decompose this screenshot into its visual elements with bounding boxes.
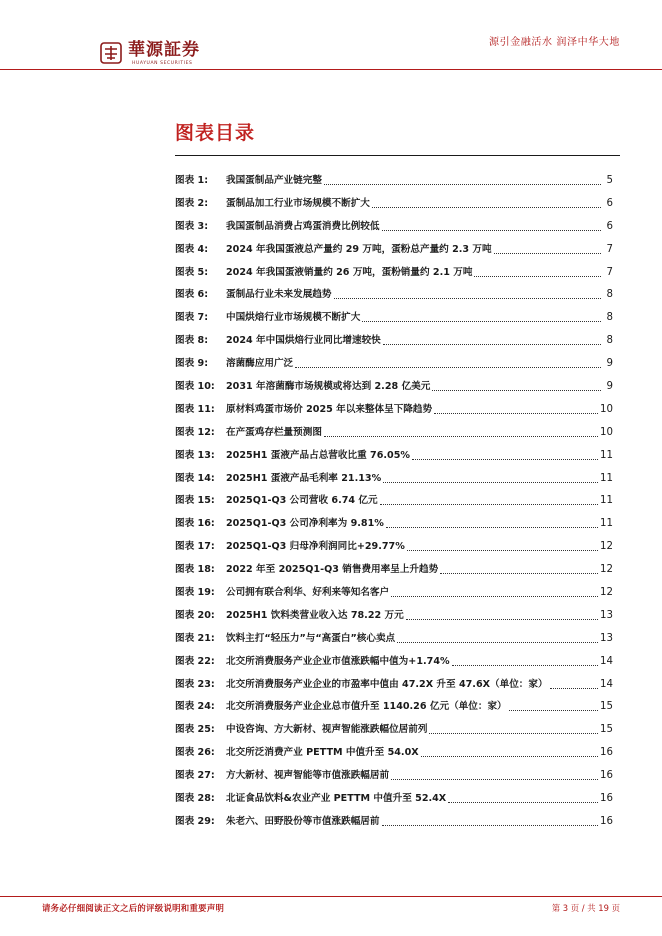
figure-caption: 2024 年中国烘焙行业同比增速较快: [226, 335, 381, 347]
leader-dots: [434, 403, 598, 414]
figure-page: 16: [600, 747, 613, 759]
figure-caption: 原材料鸡蛋市场价 2025 年以来整体呈下降趋势: [226, 403, 433, 415]
company-logo: [100, 40, 200, 70]
figure-caption: 中国烘焙行业市场规模不断扩大: [226, 312, 361, 324]
figure-caption: 2031 年溶菌酶市场规模或将达到 2.28 亿美元: [226, 381, 431, 393]
leader-dots: [440, 563, 598, 574]
logo-name: 華源証券: [128, 40, 200, 60]
leader-dots: [429, 723, 598, 734]
figure-page: 7: [606, 243, 613, 255]
leader-dots: [391, 586, 598, 597]
figure-caption: 蛋制品行业未来发展趋势: [226, 289, 332, 301]
leader-dots: [509, 700, 598, 711]
figure-entry[interactable]: [175, 811, 613, 834]
figure-number: 图表 10:: [175, 381, 215, 393]
figure-number: 图表 8:: [175, 335, 209, 347]
figure-number: 图表 3:: [175, 220, 209, 232]
figure-page: 8: [606, 289, 613, 301]
leader-dots: [407, 540, 598, 551]
figure-number: 图表 18:: [175, 564, 215, 576]
logo-english-name: HUAYUAN SECURITIES: [132, 61, 193, 66]
figure-number: 图表 23:: [175, 678, 215, 690]
figure-entry[interactable]: [175, 765, 613, 788]
figure-entry[interactable]: [175, 651, 613, 674]
figure-caption: 北交所消费服务产业企业的市盈率中值由 47.2X 升至 47.6X（单位：家）: [226, 678, 548, 690]
figure-page: 11: [600, 472, 613, 484]
leader-dots: [380, 494, 598, 505]
figure-number: 图表 27:: [175, 770, 215, 782]
figure-number: 图表 20:: [175, 609, 215, 621]
header-divider: [0, 69, 662, 70]
figure-page: 6: [606, 220, 613, 232]
figure-entry[interactable]: [175, 193, 613, 216]
figure-entry[interactable]: [175, 490, 613, 513]
leader-dots: [412, 449, 598, 460]
figure-caption: 北交所泛消费产业 PETTM 中值升至 54.0X: [226, 747, 419, 759]
leader-dots: [474, 266, 601, 277]
figure-caption: 公司拥有联合利华、好利来等知名客户: [226, 587, 390, 599]
leader-dots: [494, 243, 601, 254]
figure-number: 图表 25:: [175, 724, 215, 736]
leader-dots: [406, 609, 598, 620]
figure-entry[interactable]: [175, 170, 613, 193]
figure-caption: 2025H1 蛋液产品占总营收比重 76.05%: [226, 449, 410, 461]
figure-entry[interactable]: [175, 239, 613, 262]
figure-caption: 蛋制品加工行业市场规模不断扩大: [226, 197, 370, 209]
figure-entry[interactable]: [175, 399, 613, 422]
figure-entry[interactable]: [175, 719, 613, 742]
figure-entry[interactable]: [175, 628, 613, 651]
figure-page: 8: [606, 335, 613, 347]
figure-number: 图表 29:: [175, 815, 215, 827]
figure-number: 图表 14:: [175, 472, 215, 484]
figure-page: 11: [600, 449, 613, 461]
figure-page: 13: [600, 609, 613, 621]
leader-dots: [386, 517, 598, 528]
figure-caption: 2025Q1-Q3 公司净利率为 9.81%: [226, 518, 384, 530]
figure-number: 图表 1:: [175, 175, 209, 186]
figure-number: 图表 6:: [175, 289, 209, 301]
figure-page: 7: [606, 266, 613, 278]
leader-dots: [452, 655, 598, 666]
figure-caption: 朱老六、田野股份等市值涨跌幅居前: [226, 815, 380, 827]
leader-dots: [432, 380, 601, 391]
figure-number: 图表 22:: [175, 655, 215, 667]
footer-disclaimer: 请务必仔细阅读正文之后的评级说明和重要声明: [42, 903, 225, 913]
leader-dots: [295, 357, 601, 368]
leader-dots: [334, 288, 601, 299]
figure-entry[interactable]: [175, 788, 613, 811]
figure-number: 图表 2:: [175, 197, 209, 209]
figure-number: 图表 24:: [175, 701, 215, 713]
figure-caption: 我国蛋制品产业链完整: [226, 175, 322, 186]
page-title: 图表目录: [175, 122, 256, 144]
figure-number: 图表 15:: [175, 495, 215, 507]
leader-dots: [324, 426, 598, 437]
leader-dots: [383, 334, 601, 345]
figure-entry[interactable]: [175, 307, 613, 330]
header-slogan: 源引金融活水 润泽中华大地: [489, 37, 620, 48]
leader-dots: [372, 197, 601, 208]
leader-dots: [383, 472, 598, 483]
figure-number: 图表 12:: [175, 426, 215, 438]
figure-number: 图表 16:: [175, 518, 215, 530]
figure-number: 图表 9:: [175, 358, 209, 370]
figure-page: 16: [600, 793, 613, 805]
figure-caption: 2022 年至 2025Q1-Q3 销售费用率呈上升趋势: [226, 564, 439, 576]
figure-page: 12: [600, 564, 613, 576]
figure-number: 图表 26:: [175, 747, 215, 759]
figure-entry[interactable]: [175, 605, 613, 628]
figure-entry[interactable]: [175, 468, 613, 491]
figure-page: 10: [600, 426, 613, 438]
figure-page: 15: [600, 701, 613, 713]
figure-number: 图表 7:: [175, 312, 209, 324]
figure-caption: 2024 年我国蛋液总产量约 29 万吨，蛋粉总产量约 2.3 万吨: [226, 243, 492, 255]
figure-entry[interactable]: [175, 674, 613, 697]
leader-dots: [324, 174, 601, 185]
title-divider: [175, 155, 620, 156]
leader-dots: [448, 792, 598, 803]
figure-caption: 北证食品饮料&农业产业 PETTM 中值升至 52.4X: [226, 793, 447, 805]
figure-entry[interactable]: [175, 376, 613, 399]
figure-page: 14: [600, 655, 613, 667]
figure-caption: 2025Q1-Q3 公司营收 6.74 亿元: [226, 495, 378, 507]
leader-dots: [362, 311, 601, 322]
figure-caption: 中设咨询、方大新材、视声智能涨跌幅位居前列: [226, 724, 428, 736]
figure-entry[interactable]: [175, 445, 613, 468]
logo-emblem-icon: [100, 42, 122, 64]
figure-caption: 2025Q1-Q3 归母净利润同比+29.77%: [226, 541, 405, 553]
figure-number: 图表 13:: [175, 449, 215, 461]
figure-list: [175, 170, 613, 834]
figure-page: 11: [600, 518, 613, 530]
figure-entry[interactable]: [175, 422, 613, 445]
figure-entry[interactable]: [175, 353, 613, 376]
figure-entry[interactable]: [175, 696, 613, 719]
figure-number: 图表 5:: [175, 266, 209, 278]
figure-page: 12: [600, 587, 613, 599]
figure-entry[interactable]: [175, 262, 613, 285]
figure-caption: 北交所消费服务产业企业总市值升至 1140.26 亿元（单位：家）: [226, 701, 507, 713]
figure-caption: 2025H1 蛋液产品毛利率 21.13%: [226, 472, 382, 484]
leader-dots: [382, 220, 602, 231]
leader-dots: [550, 678, 598, 689]
figure-caption: 溶菌酶应用广泛: [226, 358, 294, 370]
figure-caption: 我国蛋制品消费占鸡蛋消费比例较低: [226, 220, 380, 232]
figure-number: 图表 28:: [175, 793, 215, 805]
figure-page: 9: [606, 358, 613, 370]
leader-dots: [391, 769, 598, 780]
figure-number: 图表 17:: [175, 541, 215, 553]
figure-page: 13: [600, 632, 613, 644]
figure-entry[interactable]: [175, 742, 613, 765]
figure-caption: 方大新材、视声智能等市值涨跌幅居前: [226, 770, 390, 782]
figure-entry[interactable]: [175, 216, 613, 239]
figure-caption: 2025H1 饮料类营业收入达 78.22 万元: [226, 609, 404, 621]
figure-entry[interactable]: [175, 582, 613, 605]
figure-page: 6: [606, 197, 613, 209]
figure-page: 16: [600, 770, 613, 782]
figure-entry[interactable]: [175, 536, 613, 559]
figure-number: 图表 21:: [175, 632, 215, 644]
leader-dots: [421, 746, 598, 757]
figure-entry[interactable]: [175, 513, 613, 536]
figure-page: 8: [606, 312, 613, 324]
figure-caption: 饮料主打“轻压力”与“高蛋白”核心卖点: [226, 632, 396, 644]
figure-number: 图表 19:: [175, 587, 215, 599]
figure-entry[interactable]: [175, 284, 613, 307]
footer-divider: [0, 896, 662, 897]
figure-number: 图表 11:: [175, 403, 215, 415]
figure-caption: 北交所消费服务产业企业市值涨跌幅中值为+1.74%: [226, 655, 450, 667]
leader-dots: [397, 632, 598, 643]
figure-caption: 在产蛋鸡存栏量预测图: [226, 426, 322, 438]
figure-number: 图表 4:: [175, 243, 209, 255]
figure-page: 15: [600, 724, 613, 736]
figure-page: 5: [606, 175, 613, 186]
figure-page: 10: [600, 403, 613, 415]
figure-entry[interactable]: [175, 330, 613, 353]
page-number: 第 3 页 / 共 19 页: [551, 903, 620, 913]
figure-caption: 2024 年我国蛋液销量约 26 万吨，蛋粉销量约 2.1 万吨: [226, 266, 473, 278]
figure-page: 9: [606, 381, 613, 393]
figure-page: 14: [600, 678, 613, 690]
leader-dots: [382, 815, 599, 826]
figure-page: 12: [600, 541, 613, 553]
figure-entry[interactable]: [175, 559, 613, 582]
figure-page: 16: [600, 815, 613, 827]
figure-page: 11: [600, 495, 613, 507]
